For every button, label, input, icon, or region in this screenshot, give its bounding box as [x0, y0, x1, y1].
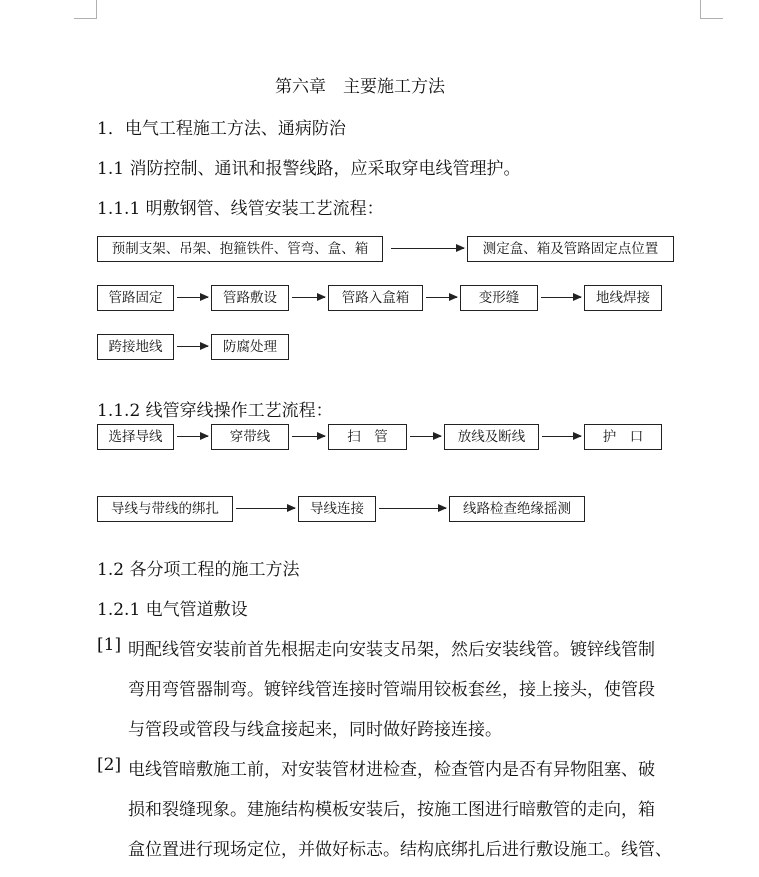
paragraph-line: 与管段或管段与线盒接起来，同时做好跨接连接。 [128, 720, 502, 740]
flow-box: 护 口 [584, 424, 662, 450]
flow-box: 地线焊接 [584, 285, 662, 311]
flow-arrow [541, 297, 581, 298]
flow-arrow [292, 436, 325, 437]
flow-box: 管路固定 [97, 285, 174, 311]
flow-box: 选择导线 [97, 424, 174, 450]
paragraph-line: 弯用弯管器制弯。镀锌线管连接时管端用铰板套丝，接上接头，使管段 [128, 680, 655, 700]
numbered-paragraph [97, 635, 707, 740]
flow-box: 预制支架、吊架、抱箍铁件、管弯、盒、箱 [97, 236, 383, 262]
flow-box: 变形缝 [460, 285, 538, 311]
flow-box: 放线及断线 [444, 424, 539, 450]
page-corner-mark-top-left [74, 0, 97, 19]
paragraph-line: 明配线管安装前首先根据走向安装支吊架，然后安装线管。镀锌线管制 [128, 640, 655, 660]
paragraph-line: 损和裂缝现象。建施结构模板安装后，按施工图进行暗敷管的走向，箱 [128, 800, 655, 820]
heading-1-2: 1.2 各分项工程的施工方法 [97, 560, 300, 580]
flow-box: 穿带线 [211, 424, 289, 450]
flow-arrow [177, 346, 208, 347]
flow-box: 线路检查绝缘摇测 [449, 496, 585, 522]
paragraph-line: 盒位置进行现场定位，并做好标志。结构底绑扎后进行敷设施工。线管、 [128, 840, 672, 860]
heading-1-1: 1.1 消防控制、通讯和报警线路，应采取穿电线管理护。 [97, 159, 521, 179]
heading-1-2-1: 1.2.1 电气管道敷设 [97, 600, 248, 620]
flow-box: 测定盒、箱及管路固定点位置 [467, 236, 674, 262]
flow-arrow [292, 297, 325, 298]
flow-arrow [542, 436, 581, 437]
chapter-title: 第六章 主要施工方法 [275, 77, 445, 97]
paragraph-line: 电线管暗敷施工前，对安装管材进检查，检查管内是否有异物阻塞、破 [128, 760, 655, 780]
flow-arrow [236, 508, 295, 509]
heading-1-1-1: 1.1.1 明敷钢管、线管安装工艺流程： [97, 199, 384, 219]
flow-arrow [177, 297, 208, 298]
flow-arrow [177, 436, 208, 437]
flow-box: 扫 管 [328, 424, 407, 450]
heading-1: 1．电气工程施工方法、通病防治 [97, 119, 346, 139]
flow-arrow [410, 436, 441, 437]
flow-box: 防腐处理 [211, 334, 289, 360]
flow-arrow [426, 297, 457, 298]
flow-box: 导线与带线的绑扎 [97, 496, 233, 522]
page-corner-mark-top-right [700, 0, 723, 19]
paragraph-marker: [1] [97, 635, 122, 655]
flow-box: 跨接地线 [97, 334, 174, 360]
flow-box: 管路入盒箱 [328, 285, 423, 311]
flow-arrow [391, 248, 464, 249]
flow-arrow [379, 508, 446, 509]
numbered-paragraph [97, 755, 707, 860]
heading-1-1-2: 1.1.2 线管穿线操作工艺流程： [97, 401, 333, 421]
flow-box: 导线连接 [298, 496, 376, 522]
flow-box: 管路敷设 [211, 285, 289, 311]
paragraph-marker: [2] [97, 755, 122, 775]
